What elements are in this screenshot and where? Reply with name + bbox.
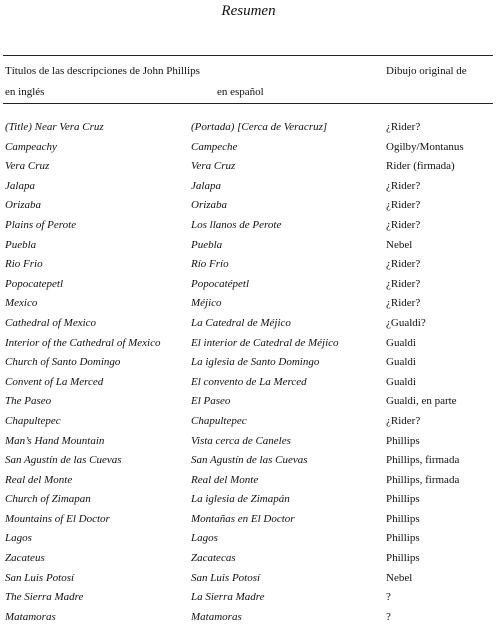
original-drawing-cell: Phillips, firmada	[386, 454, 460, 467]
table-top-rule	[3, 55, 493, 56]
original-drawing-cell: Gualdi, en parte	[386, 395, 457, 408]
table-row	[0, 395, 497, 415]
spanish-title-cell: Real del Monte	[191, 473, 259, 486]
original-drawing-cell: ¿Rider?	[386, 179, 421, 192]
english-title-cell: Chapultepec	[5, 414, 61, 427]
spanish-title-cell: Los llanos de Perote	[191, 218, 282, 231]
english-title-cell: Plains of Perote	[5, 218, 77, 231]
spanish-title-cell: Matamoras	[191, 610, 242, 623]
spanish-title-cell: Zacatecas	[191, 552, 236, 565]
table-row	[0, 493, 497, 513]
english-title-cell: Church of Zimapan	[5, 493, 91, 506]
original-drawing-cell: Nebel	[386, 238, 413, 251]
original-drawing-cell: Gualdi	[386, 375, 416, 388]
original-drawing-cell: Gualdi	[386, 356, 416, 369]
table-row	[0, 337, 497, 357]
original-drawing-cell: Phillips	[386, 512, 420, 525]
original-drawing-cell: ?	[386, 610, 391, 623]
original-drawing-cell: ¿Rider?	[386, 297, 421, 310]
original-drawing-cell: ¿Rider?	[386, 218, 421, 231]
spanish-title-cell: Orizaba	[191, 199, 228, 212]
spanish-title-cell: La iglesia de Santo Domingo	[191, 356, 320, 369]
spanish-title-cell: El Paseo	[191, 395, 231, 408]
table-row	[0, 611, 497, 630]
table-row	[0, 278, 497, 298]
english-title-cell: Zacateus	[5, 552, 45, 565]
spanish-title-cell: Montañas en El Doctor	[191, 512, 295, 525]
original-drawing-cell: Phillips	[386, 434, 420, 447]
original-drawing-cell: ¿Rider?	[386, 258, 421, 271]
table-row	[0, 474, 497, 494]
spanish-title-cell: Méjico	[191, 297, 222, 310]
spanish-title-cell: (Portada) [Cerca de Veracruz]	[191, 121, 328, 133]
spanish-title-cell: Río Frío	[191, 258, 229, 271]
original-drawing-cell: Gualdi	[386, 336, 416, 349]
english-title-cell: The Paseo	[5, 395, 52, 408]
table-row	[0, 297, 497, 317]
english-title-cell: Matamoras	[5, 610, 56, 623]
english-title-cell: Rio Frio	[5, 258, 43, 271]
original-drawing-cell: Rider (firmada)	[386, 160, 455, 173]
english-title-cell: San Luis Potosí	[5, 571, 75, 584]
table-row	[0, 356, 497, 376]
english-title-cell: Church of Santo Domingo	[5, 356, 121, 369]
spanish-title-cell: Popocatépetl	[191, 277, 250, 290]
original-drawing-cell: Phillips	[386, 532, 420, 545]
english-title-cell: Real del Monte	[5, 473, 73, 486]
spanish-title-cell: El convento de La Merced	[191, 375, 307, 388]
header-spanish-titles: en español	[217, 86, 264, 98]
table-row	[0, 552, 497, 572]
spanish-title-cell: La Catedral de Méjico	[191, 316, 291, 329]
english-title-cell: Convent of La Merced	[5, 375, 104, 388]
english-title-cell: Vera Cruz	[5, 160, 50, 173]
table-row	[0, 454, 497, 474]
spanish-title-cell: El interior de Catedral de Méjico	[191, 336, 339, 349]
summary-table-body	[0, 121, 497, 630]
table-row	[0, 532, 497, 552]
table-row	[0, 239, 497, 259]
table-row	[0, 180, 497, 200]
table-row	[0, 435, 497, 455]
header-english-titles-line1: Títulos de las descripciones de John Phillips	[5, 65, 200, 77]
original-drawing-cell: Phillips	[386, 552, 420, 565]
header-bottom-rule	[3, 103, 493, 104]
table-row	[0, 160, 497, 180]
english-title-cell: Man’s Hand Mountain	[5, 434, 105, 447]
english-title-cell: Cathedral of Mexico	[5, 316, 97, 329]
header-english-titles-line2: en inglés	[5, 86, 45, 98]
english-title-cell: Campeachy	[5, 140, 57, 153]
original-drawing-cell: ¿Rider?	[386, 121, 421, 133]
english-title-cell: Mountains of El Doctor	[5, 512, 110, 525]
english-title-cell: Mexico	[5, 297, 38, 310]
spanish-title-cell: Vera Cruz	[191, 160, 236, 173]
table-row	[0, 141, 497, 161]
english-title-cell: Lagos	[5, 532, 32, 545]
spanish-title-cell: Lagos	[191, 532, 218, 545]
spanish-title-cell: Campeche	[191, 140, 238, 153]
original-drawing-cell: ¿Rider?	[386, 277, 421, 290]
spanish-title-cell: La Sierra Madre	[191, 591, 265, 604]
table-row	[0, 415, 497, 435]
original-drawing-cell: Phillips, firmada	[386, 473, 460, 486]
table-row	[0, 572, 497, 592]
spanish-title-cell: San Luis Potosí	[191, 571, 261, 584]
original-drawing-cell: Nebel	[386, 571, 413, 584]
page-title: Resumen	[221, 3, 276, 19]
spanish-title-cell: Chapultepec	[191, 414, 247, 427]
english-title-cell: San Agustín de las Cuevas	[5, 454, 122, 467]
english-title-cell: Orizaba	[5, 199, 42, 212]
original-drawing-cell: ¿Rider?	[386, 414, 421, 427]
table-row	[0, 258, 497, 278]
spanish-title-cell: La iglesia de Zimapán	[191, 493, 290, 506]
table-row	[0, 199, 497, 219]
english-title-cell: The Sierra Madre	[5, 591, 84, 604]
english-title-cell: Popocatepetl	[5, 277, 64, 290]
original-drawing-cell: Ogilby/Montanus	[386, 140, 464, 153]
original-drawing-cell: ?	[386, 591, 391, 604]
table-row	[0, 121, 497, 141]
original-drawing-cell: ¿Rider?	[386, 199, 421, 212]
table-row	[0, 591, 497, 611]
original-drawing-cell: Phillips	[386, 493, 420, 506]
spanish-title-cell: San Agustín de las Cuevas	[191, 454, 308, 467]
english-title-cell: Interior of the Cathedral of Mexico	[5, 336, 161, 349]
table-row	[0, 317, 497, 337]
spanish-title-cell: Puebla	[191, 238, 223, 251]
header-original-drawing: Dibujo original de	[386, 65, 467, 77]
english-title-cell: Jalapa	[5, 179, 35, 192]
original-drawing-cell: ¿Gualdi?	[386, 316, 426, 329]
spanish-title-cell: Vista cerca de Caneles	[191, 434, 291, 447]
table-row	[0, 513, 497, 533]
english-title-cell: (Title) Near Vera Cruz	[5, 121, 104, 133]
table-row	[0, 219, 497, 239]
spanish-title-cell: Jalapa	[191, 179, 221, 192]
table-row	[0, 376, 497, 396]
english-title-cell: Puebla	[5, 238, 37, 251]
